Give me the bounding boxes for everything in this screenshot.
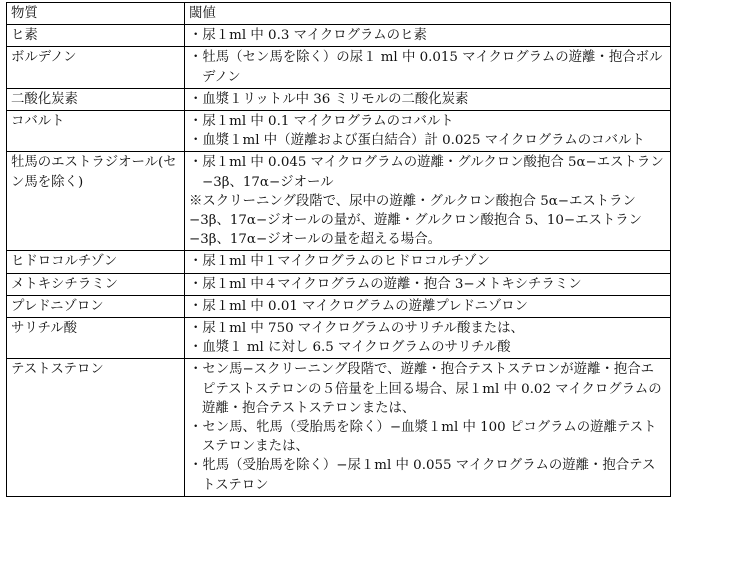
- threshold-cell: [185, 88, 671, 110]
- substance-cell: 二酸化炭素: [7, 88, 185, 110]
- header-substance: 物質: [7, 3, 185, 25]
- table-row: [7, 295, 671, 317]
- substance-cell: ヒ素: [7, 25, 185, 47]
- threshold-cell: [185, 295, 671, 317]
- threshold-table-container: [6, 2, 671, 497]
- substance-cell: サリチル酸: [7, 318, 185, 359]
- substance-cell: ヒドロコルチゾン: [7, 251, 185, 273]
- substance-cell: メトキシチラミン: [7, 273, 185, 295]
- threshold-item: ・尿１ml 中 0.3 マイクログラムのヒ素: [189, 28, 427, 44]
- table-row: [7, 152, 671, 251]
- threshold-item: ・血漿１リットル中 36 ミリモルの二酸化炭素: [189, 91, 469, 107]
- threshold-item: ・血漿１ ml に対し 6.5 マイクログラムのサリチル酸: [189, 340, 511, 356]
- table-row: [7, 88, 671, 110]
- table-header-row: [7, 3, 671, 25]
- substance-cell: プレドニゾロン: [7, 295, 185, 317]
- substance-cell: コバルト: [7, 111, 185, 152]
- table-row: [7, 111, 671, 152]
- substance-cell: ボルデノン: [7, 47, 185, 88]
- threshold-item: ・血漿１ml 中（遊離および蛋白結合）計 0.025 マイクログラムのコバルト: [189, 133, 645, 149]
- threshold-item: ・セン馬−スクリーニング段階で、遊離・抱合テストステロンが遊離・抱合エピテストステロンの５倍量を上回る場合、尿１ml 中 0.02 マイクログラムの遊離・抱合テストステロンまたは、: [189, 362, 662, 416]
- threshold-item: ・尿１ml 中４マイクログラムの遊離・抱合 3−メトキシチラミン: [189, 276, 582, 292]
- threshold-item: ・尿１ml 中 0.1 マイクログラムのコバルト: [189, 114, 454, 130]
- threshold-item: ・尿１ml 中１マイクログラムのヒドロコルチゾン: [189, 254, 490, 270]
- threshold-table: [6, 2, 671, 497]
- header-threshold: 閾値: [185, 3, 671, 25]
- threshold-cell: [185, 251, 671, 273]
- threshold-cell: [185, 359, 671, 496]
- threshold-item: ・牝馬（受胎馬を除く）−尿１ml 中 0.055 マイクログラムの遊離・抱合テストステロン: [189, 458, 656, 493]
- table-row: [7, 251, 671, 273]
- threshold-item: ・尿１ml 中 0.045 マイクログラムの遊離・グルクロン酸抱合 5α−エストラン−3β、17α−ジオール: [189, 155, 664, 190]
- substance-cell: テストステロン: [7, 359, 185, 496]
- threshold-item: ・尿１ml 中 750 マイクログラムのサリチル酸または、: [189, 321, 524, 337]
- threshold-item: ・尿１ml 中 0.01 マイクログラムの遊離プレドニゾロン: [189, 298, 529, 314]
- table-row: [7, 318, 671, 359]
- substance-cell: 牡馬のエストラジオール(セン馬を除く): [7, 152, 185, 251]
- threshold-cell: [185, 152, 671, 251]
- table-row: [7, 359, 671, 496]
- threshold-cell: [185, 47, 671, 88]
- threshold-cell: [185, 111, 671, 152]
- threshold-item: ・セン馬、牝馬（受胎馬を除く）−血漿１ml 中 100 ピコグラムの遊離テストステロンまたは、: [189, 420, 657, 455]
- threshold-cell: [185, 25, 671, 47]
- threshold-cell: [185, 318, 671, 359]
- table-row: [7, 25, 671, 47]
- threshold-item: ・牡馬（セン馬を除く）の尿１ ml 中 0.015 マイクログラムの遊離・抱合ボルデノン: [189, 50, 663, 85]
- table-row: [7, 273, 671, 295]
- table-row: [7, 47, 671, 88]
- threshold-cell: [185, 273, 671, 295]
- threshold-note: ※スクリーニング段階で、尿中の遊離・グルクロン酸抱合 5α−エストラン−3β、17α−ジオールの量が、遊離・グルクロン酸抱合 5、10−エストラン−3β、17α−ジオールの量を超える場合。: [189, 193, 643, 248]
